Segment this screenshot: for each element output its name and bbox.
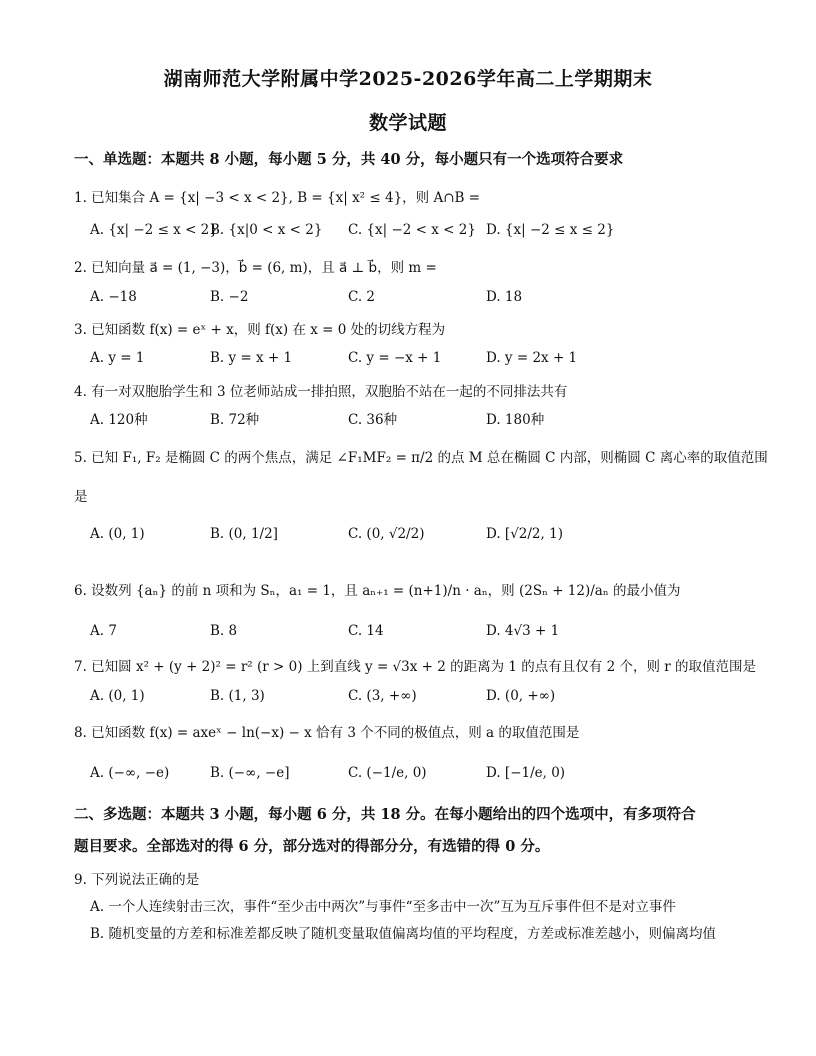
question-4-option-a[interactable]: A. 120种: [90, 412, 148, 428]
question-2-option-c[interactable]: C. 2: [348, 289, 376, 305]
question-5-option-d[interactable]: D. [√2/2, 1): [486, 526, 563, 542]
question-3-stem: 3. 已知函数 f(x) = eˣ + x，则 f(x) 在 x = 0 处的切线方程为: [74, 322, 446, 338]
question-8-option-b[interactable]: B. (−∞, −e]: [210, 765, 290, 781]
question-6-option-d[interactable]: D. 4√3 + 1: [486, 623, 560, 639]
question-7-option-c[interactable]: C. (3, +∞): [348, 688, 417, 704]
question-1-option-d[interactable]: D. {x| −2 ≤ x ≤ 2}: [486, 222, 615, 238]
exam-title: 湖南师范大学附属中学2025-2026学年高二上学期期末: [163, 68, 653, 90]
question-2-stem: 2. 已知向量 a⃗ = (1, −3)，b⃗ = (6, m)，且 a⃗ ⊥ b⃗，则 m =: [74, 260, 437, 276]
question-4-option-d[interactable]: D. 180种: [486, 412, 545, 428]
question-9-option-a[interactable]: A. 一个人连续射击三次，事件“至少击中两次”与事件“至多击中一次”互为互斥事件但不是对立事件: [90, 899, 676, 915]
question-7-option-b[interactable]: B. (1, 3): [210, 688, 265, 704]
question-3-option-d[interactable]: D. y = 2x + 1: [486, 350, 578, 366]
section-2-heading-line2: 题目要求。全部选对的得 6 分，部分选对的得部分分，有选错的得 0 分。: [74, 838, 550, 855]
question-7-stem: 7. 已知圆 x² + (y + 2)² = r² (r > 0) 上到直线 y = √3x + 2 的距离为 1 的点有且仅有 2 个，则 r 的取值范围是: [74, 659, 757, 675]
question-2-option-b[interactable]: B. −2: [210, 289, 249, 305]
question-6-option-b[interactable]: B. 8: [210, 623, 238, 639]
question-1-option-a[interactable]: A. {x| −2 ≤ x < 2}: [90, 222, 218, 238]
question-3-option-a[interactable]: A. y = 1: [90, 350, 145, 366]
question-4-stem: 4. 有一对双胞胎学生和 3 位老师站成一排拍照，双胞胎不站在一起的不同排法共有: [74, 384, 568, 400]
question-6-option-a[interactable]: A. 7: [90, 623, 117, 639]
question-5-option-a[interactable]: A. (0, 1): [90, 526, 145, 542]
question-2-option-a[interactable]: A. −18: [90, 289, 137, 305]
question-9-option-b[interactable]: B. 随机变量的方差和标准差都反映了随机变量取值偏离均值的平均程度，方差或标准差越小，则偏离均值: [90, 926, 717, 942]
question-7-option-d[interactable]: D. (0, +∞): [486, 688, 556, 704]
question-1-stem: 1. 已知集合 A = {x| −3 < x < 2}, B = {x| x² ≤ 4}，则 A∩B =: [74, 190, 481, 206]
question-8-stem: 8. 已知函数 f(x) = axeˣ − ln(−x) − x 恰有 3 个不同的极值点，则 a 的取值范围是: [74, 725, 580, 741]
question-5-stem: 5. 已知 F₁, F₂ 是椭圆 C 的两个焦点，满足 ∠F₁MF₂ = π/2 的点 M 总在椭圆 C 内部，则椭圆 C 离心率的取值范围: [74, 450, 768, 466]
question-5-option-b[interactable]: B. (0, 1/2]: [210, 526, 278, 542]
question-3-option-b[interactable]: B. y = x + 1: [210, 350, 293, 366]
question-2-option-d[interactable]: D. 18: [486, 289, 523, 305]
question-5-option-c[interactable]: C. (0, √2/2): [348, 526, 425, 542]
exam-subtitle: 数学试题: [368, 112, 447, 134]
question-8-option-c[interactable]: C. (−1/e, 0): [348, 765, 427, 781]
question-3-option-c[interactable]: C. y = −x + 1: [348, 350, 442, 366]
question-4-option-b[interactable]: B. 72种: [210, 412, 260, 428]
question-8-option-d[interactable]: D. [−1/e, 0): [486, 765, 566, 781]
question-4-option-c[interactable]: C. 36种: [348, 412, 398, 428]
question-1-option-b[interactable]: B. {x|0 < x < 2}: [210, 222, 323, 238]
question-6-stem: 6. 设数列 {aₙ} 的前 n 项和为 Sₙ，a₁ = 1，且 aₙ₊₁ = (n+1)/n · aₙ，则 (2Sₙ + 12)/aₙ 的最小值为: [74, 583, 681, 599]
question-6-option-c[interactable]: C. 14: [348, 623, 384, 639]
question-8-option-a[interactable]: A. (−∞, −e): [90, 765, 170, 781]
question-9-stem: 9. 下列说法正确的是: [74, 872, 200, 888]
question-7-option-a[interactable]: A. (0, 1): [90, 688, 145, 704]
section-1-heading: 一、单选题：本题共 8 小题，每小题 5 分，共 40 分，每小题只有一个选项符合要求: [74, 151, 624, 168]
section-2-heading-line1: 二、多选题：本题共 3 小题，每小题 6 分，共 18 分。在每小题给出的四个选项中，有多项符合: [74, 806, 696, 823]
question-5-stem-continued: 是: [74, 489, 88, 505]
question-1-option-c[interactable]: C. {x| −2 < x < 2}: [348, 222, 476, 238]
